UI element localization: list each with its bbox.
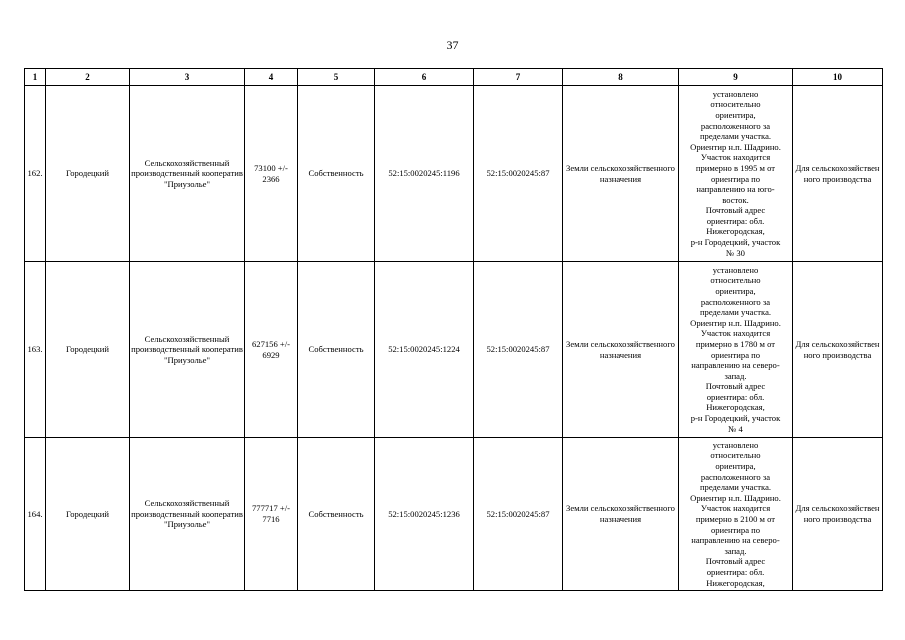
column-header-10: 10: [793, 69, 883, 86]
page-number: 37: [446, 38, 459, 52]
cadastral-number-cell: 52:15:0020245:1196: [375, 86, 474, 262]
location-description-cell: [679, 438, 793, 591]
permitted-use-cell: Для сельскохозяйствен ного производства: [793, 438, 883, 591]
area-cell: 777717 +/- 7716: [245, 438, 298, 591]
cadastral-number-cell: 52:15:0020245:1236: [375, 438, 474, 591]
permitted-use-cell: Для сельскохозяйствен ного производства: [793, 86, 883, 262]
row-number: 164.: [25, 438, 46, 591]
parent-cadastral-cell: 52:15:0020245:87: [474, 86, 563, 262]
table-row: [25, 438, 883, 591]
land-category-cell: Земли сельскохозяйственного назначения: [563, 86, 679, 262]
right-type-cell: Собственность: [298, 438, 375, 591]
permitted-use-cell: Для сельскохозяйствен ного производства: [793, 262, 883, 438]
location-description-cell: [679, 86, 793, 262]
column-header-8: 8: [563, 69, 679, 86]
right-type-cell: Собственность: [298, 262, 375, 438]
land-category-cell: Земли сельскохозяйственного назначения: [563, 438, 679, 591]
column-header-6: 6: [375, 69, 474, 86]
location-description-text: установлено относительно ориентира, расположенного за пределами участка. Ориентир н.п. Шадрино. Участок находится примерно в 1780 м от ориентира по направлению на северо- запад. Почтовый адрес ориентира: обл. Нижегородская, р-н Городецкий, участок № 4: [690, 264, 781, 434]
owner-cell: Сельскохозяйственный производственный кооператив "Приузолье": [130, 86, 245, 262]
location-description-text: установлено относительно ориентира, расположенного за пределами участка. Ориентир н.п. Шадрино. Участок находится примерно в 2100 м от ориентира по направлению на северо- запад. Почтовый адрес ориентира: обл. Нижегородская,: [690, 439, 781, 588]
column-header-7: 7: [474, 69, 563, 86]
right-type-cell: Собственность: [298, 86, 375, 262]
table-row: [25, 262, 883, 438]
row-number: 162.: [25, 86, 46, 262]
column-header-5: 5: [298, 69, 375, 86]
location-description-text: установлено относительно ориентира, расположенного за пределами участка. Ориентир н.п. Шадрино. Участок находится примерно в 1995 м от ориентира по направлению на юго- восток. Почтовый адрес ориентира: обл. Нижегородская, р-н Городецкий, участок № 30: [690, 88, 781, 258]
parent-cadastral-cell: 52:15:0020245:87: [474, 262, 563, 438]
land-registry-table: [24, 68, 883, 591]
column-header-1: 1: [25, 69, 46, 86]
district-cell: Городецкий: [46, 86, 130, 262]
land-category-cell: Земли сельскохозяйственного назначения: [563, 262, 679, 438]
area-cell: 627156 +/- 6929: [245, 262, 298, 438]
row-number: 163.: [25, 262, 46, 438]
district-cell: Городецкий: [46, 262, 130, 438]
column-header-9: 9: [679, 69, 793, 86]
column-header-3: 3: [130, 69, 245, 86]
cadastral-number-cell: 52:15:0020245:1224: [375, 262, 474, 438]
owner-cell: Сельскохозяйственный производственный кооператив "Приузолье": [130, 262, 245, 438]
column-header-2: 2: [46, 69, 130, 86]
location-description-cell: [679, 262, 793, 438]
owner-cell: Сельскохозяйственный производственный кооператив "Приузолье": [130, 438, 245, 591]
area-cell: 73100 +/- 2366: [245, 86, 298, 262]
parent-cadastral-cell: 52:15:0020245:87: [474, 438, 563, 591]
table-row: [25, 86, 883, 262]
column-header-4: 4: [245, 69, 298, 86]
district-cell: Городецкий: [46, 438, 130, 591]
header-row: [25, 69, 883, 86]
